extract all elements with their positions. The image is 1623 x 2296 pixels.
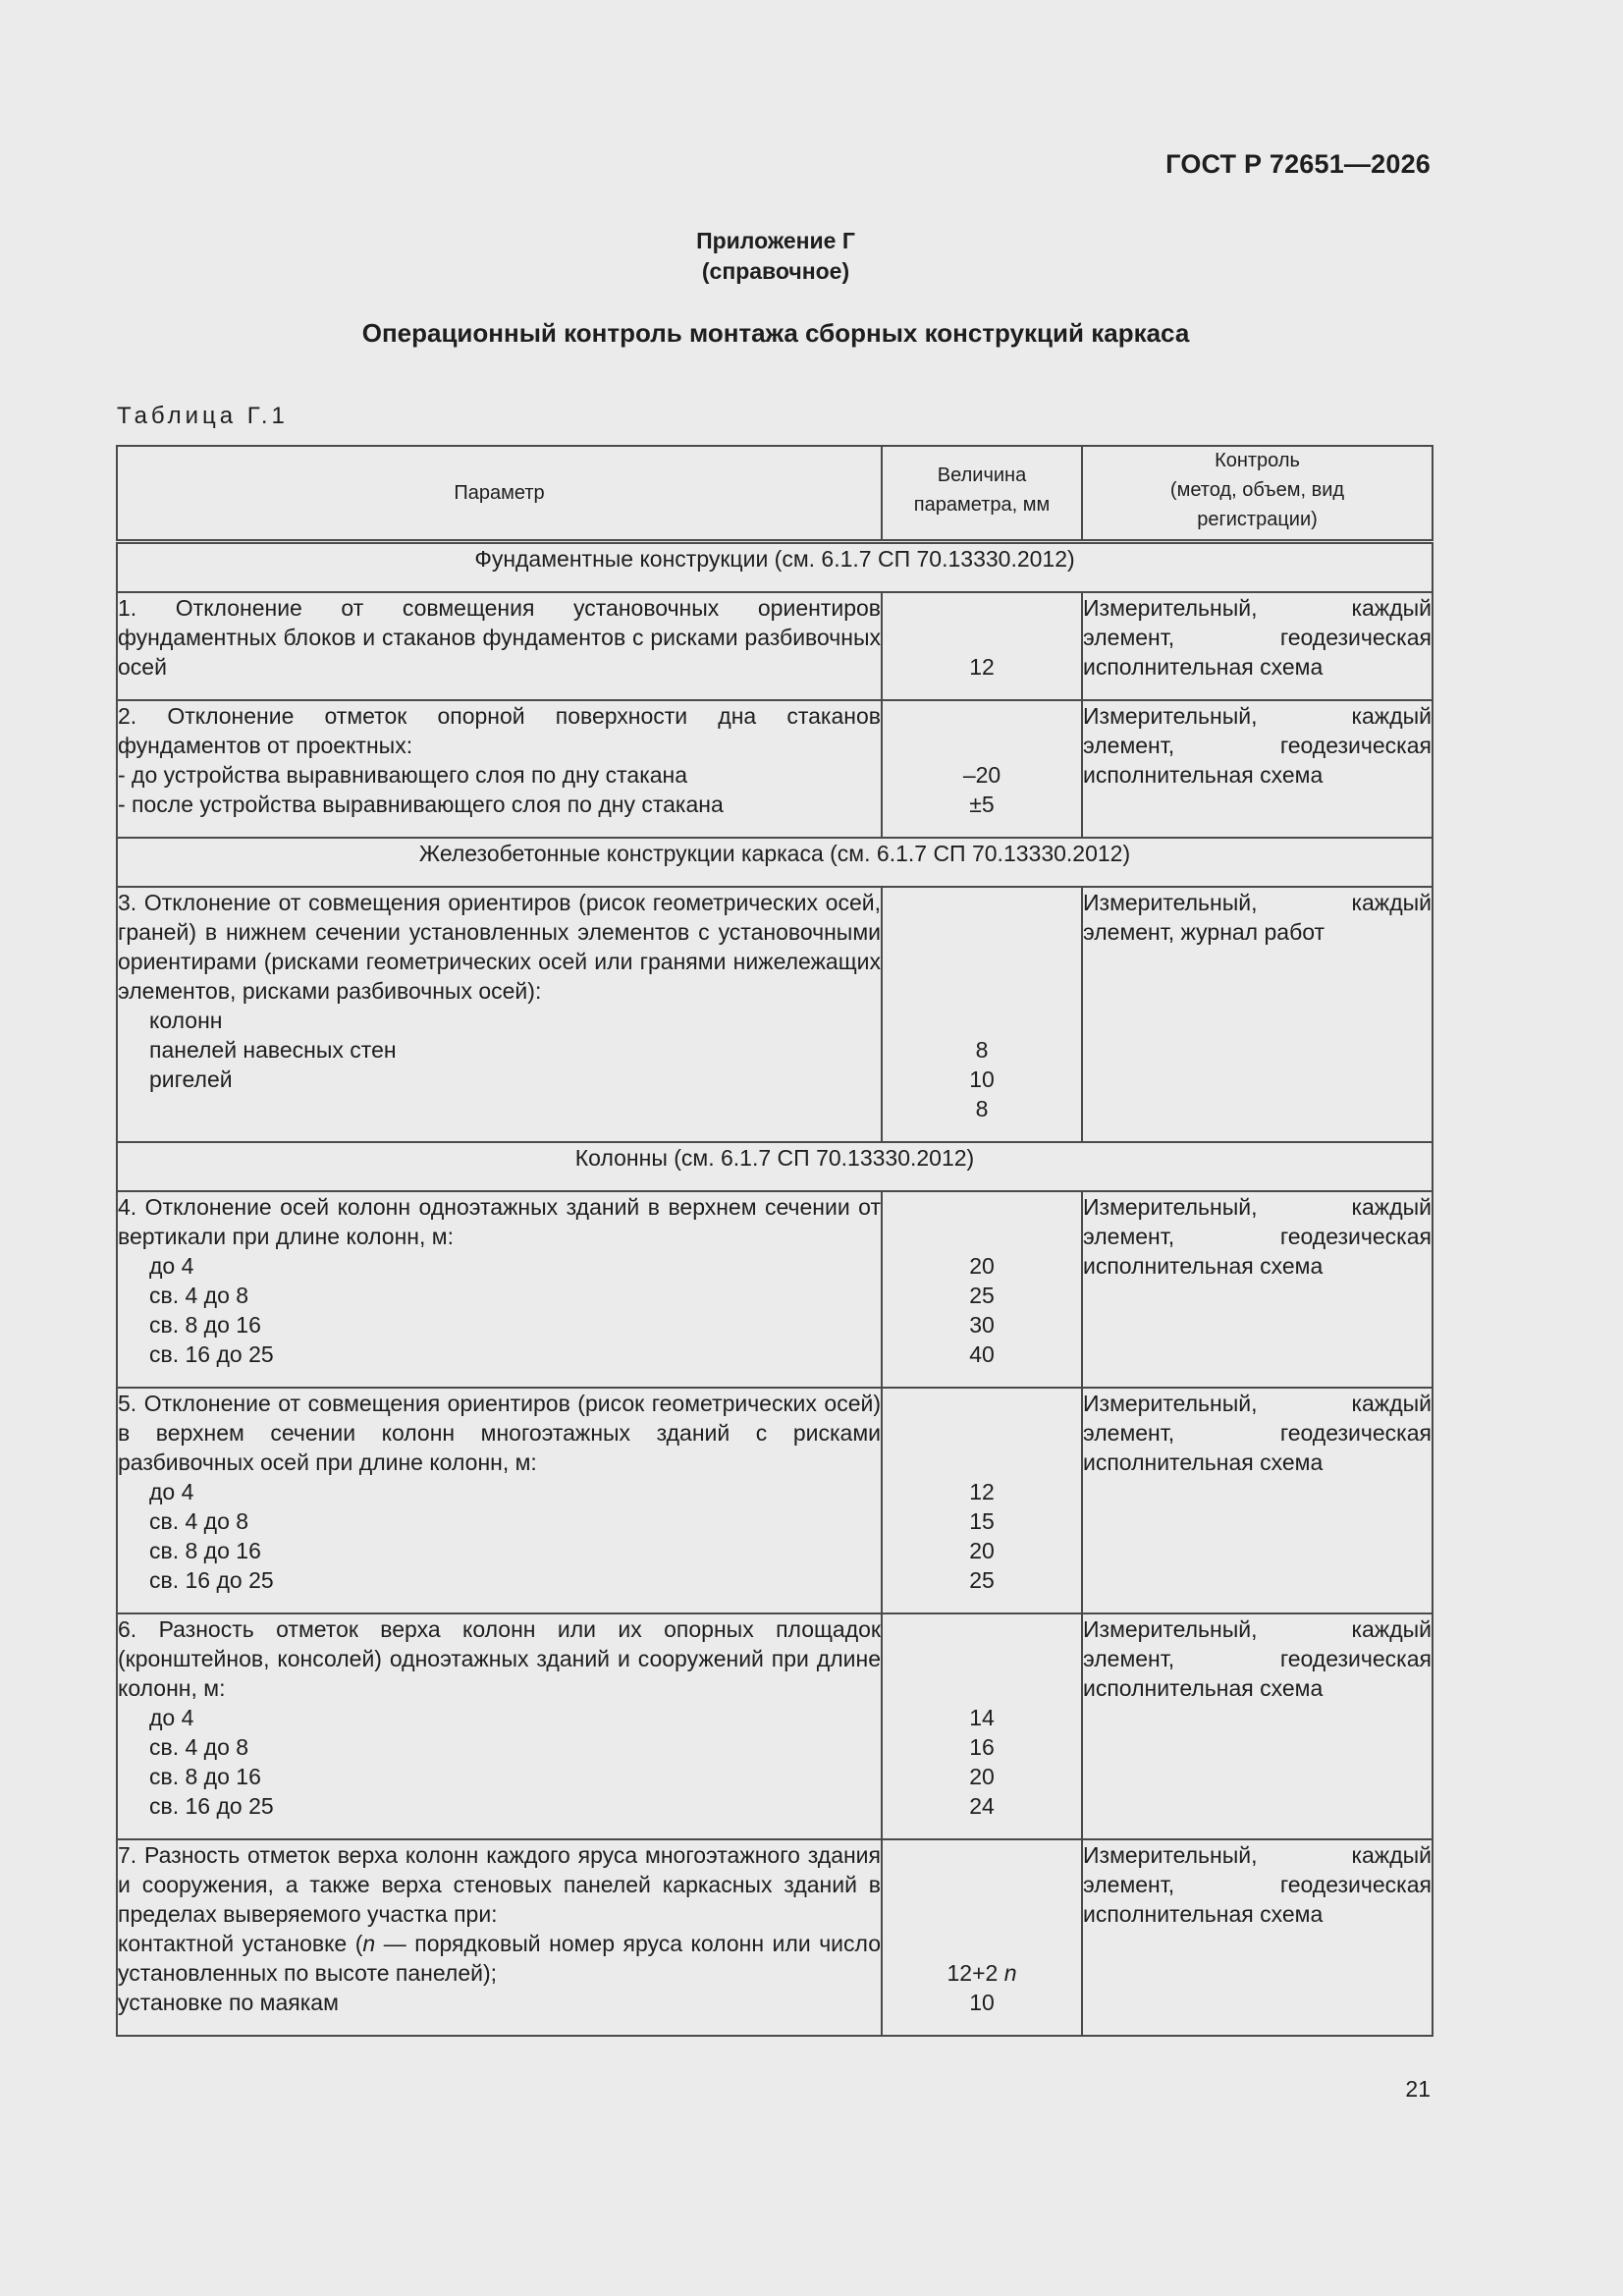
row-6-parameter: 6. Разность отметок верха колонн или их опорных площадок (кронштейнов, консолей) одноэтажных зданий и сооружений при длине колонн, м: до 4 св. 4 до 8 св. 8 до 16 св. 16 до 25 [117, 1613, 882, 1839]
row-7-value: 12+2 n 10 [882, 1839, 1082, 2036]
row-6-value: 14 16 20 24 [882, 1613, 1082, 1839]
header-control: Контроль (метод, объем, вид регистрации) [1082, 446, 1433, 542]
header-parameter: Параметр [117, 446, 882, 542]
header-value: Величина параметра, мм [882, 446, 1082, 542]
table-header-row [117, 446, 1433, 542]
table-row [117, 1388, 1433, 1613]
appendix-label: Приложение Г [696, 228, 855, 253]
section-row [117, 542, 1433, 593]
page-number: 21 [1405, 2076, 1431, 2102]
row-3-value: 8 10 8 [882, 887, 1082, 1142]
row-2-parameter: 2. Отклонение отметок опорной поверхности дна стаканов фундаментов от проектных: - до устройства выравнивающего слоя по дну стакана - после устройства выравнивающего слоя по дну стакана [117, 700, 882, 838]
row-1-parameter: 1. Отклонение от совмещения установочных ориентиров фундаментных блоков и стаканов фундаментов с рисками разбивочных осей [117, 592, 882, 700]
table-row [117, 1613, 1433, 1839]
appendix-heading [0, 226, 1551, 287]
control-table [116, 445, 1434, 2037]
row-4-parameter: 4. Отклонение осей колонн одноэтажных зданий в верхнем сечении от вертикали при длине колонн, м: до 4 св. 4 до 8 св. 8 до 16 св. 16 до 25 [117, 1191, 882, 1388]
table-row [117, 887, 1433, 1142]
section-rc-frame: Железобетонные конструкции каркаса (см. 6.1.7 СП 70.13330.2012) [117, 838, 1433, 887]
row-2-value: –20 ±5 [882, 700, 1082, 838]
appendix-title: Операционный контроль монтажа сборных конструкций каркаса [361, 318, 1190, 348]
row-4-control: Измерительный, каждый элемент, геодезическая исполнительная схема [1082, 1191, 1433, 1388]
document-id: ГОСТ Р 72651—2026 [1165, 149, 1431, 179]
row-5-value: 12 15 20 25 [882, 1388, 1082, 1613]
section-foundations: Фундаментные конструкции (см. 6.1.7 СП 70.13330.2012) [117, 542, 1433, 593]
row-5-control: Измерительный, каждый элемент, геодезическая исполнительная схема [1082, 1388, 1433, 1613]
row-6-control: Измерительный, каждый элемент, геодезическая исполнительная схема [1082, 1613, 1433, 1839]
section-row [117, 838, 1433, 887]
table-row [117, 1191, 1433, 1388]
table-row [117, 700, 1433, 838]
row-3-control: Измерительный, каждый элемент, журнал работ [1082, 887, 1433, 1142]
row-5-parameter: 5. Отклонение от совмещения ориентиров (рисок геометрических осей) в верхнем сечении колонн многоэтажных зданий с рисками разбивочных осей при длине колонн, м: до 4 св. 4 до 8 св. 8 до 16 св. 16 до 25 [117, 1388, 882, 1613]
row-4-value: 20 25 30 40 [882, 1191, 1082, 1388]
table-row [117, 592, 1433, 700]
row-1-control: Измерительный, каждый элемент, геодезическая исполнительная схема [1082, 592, 1433, 700]
row-7-parameter: 7. Разность отметок верха колонн каждого яруса многоэтажного здания и сооружения, а также верха стеновых панелей каркасных зданий в пределах выверяемого участка при: контактной установке (n — порядковый номер яруса колонн или число установленных по высоте панелей); установке по маякам [117, 1839, 882, 2036]
row-2-control: Измерительный, каждый элемент, геодезическая исполнительная схема [1082, 700, 1433, 838]
row-3-parameter: 3. Отклонение от совмещения ориентиров (рисок геометрических осей, граней) в нижнем сечении установленных элементов с установочными ориентирами (рисками геометрических осей или гранями нижележащих элементов, рисками разбивочных осей): колонн панелей навесных стен ригелей [117, 887, 882, 1142]
appendix-kind: (справочное) [701, 258, 850, 284]
section-columns: Колонны (см. 6.1.7 СП 70.13330.2012) [117, 1142, 1433, 1191]
row-7-control: Измерительный, каждый элемент, геодезическая исполнительная схема [1082, 1839, 1433, 2036]
section-row [117, 1142, 1433, 1191]
table-caption: Таблица Г.1 [117, 403, 289, 429]
table-row [117, 1839, 1433, 2036]
row-1-value: 12 [882, 592, 1082, 700]
